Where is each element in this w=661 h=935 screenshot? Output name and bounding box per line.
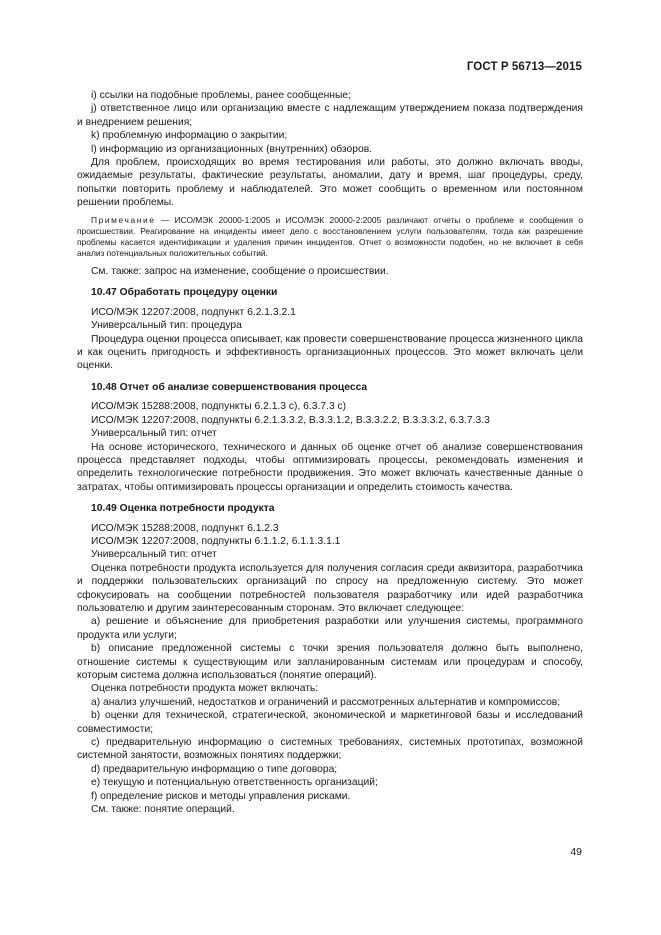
see-also: См. также: понятие операций. <box>91 804 235 816</box>
page-number: 49 <box>570 846 582 858</box>
list-item: a) анализ улучшений, недостатков и ограничений и рассмотренных альтернатив и компромиссов; <box>91 696 561 708</box>
universal-type: Универсальный тип: процедура <box>91 320 242 332</box>
universal-type: Универсальный тип: отчет <box>91 549 217 561</box>
list-item: k) проблемную информацию о закрытии; <box>91 130 288 142</box>
paragraph: Оценка потребности продукта может включать: <box>91 683 319 695</box>
page-content <box>77 89 583 816</box>
reference: ИСО/МЭК 15288:2008, подпункты 6.2.1.3 c), 6.3.7.3 c) <box>91 401 347 413</box>
universal-type: Универсальный тип: отчет <box>91 428 217 440</box>
list-item: a) решение и объяснение для приобретения разработки или улучшения системы, программного продукта или услуги; <box>77 616 583 641</box>
list-item: b) описание предложенной системы с точки зрения пользователя должно быть выполнено, отношение системы к существующим или запланированным системам или процедурам и способу, которым система должна использоваться (понятие операций). <box>77 643 583 681</box>
list-item: f) определение рисков и методы управления рисками. <box>91 790 351 802</box>
list-item: j) ответственное лицо или организацию вместе с надлежащим утверждением показа подтверждения и внедрением решения; <box>77 103 583 128</box>
document-id-header: ГОСТ Р 56713—2015 <box>466 61 582 73</box>
section-heading-10-49: 10.49 Оценка потребности продукта <box>91 503 275 515</box>
see-also: См. также: запрос на изменение, сообщение о происшествии. <box>91 266 389 278</box>
list-item: c) предварительную информацию о системных требованиях, системных прототипах, возможной системной занятости, возможных понятиях поддержки; <box>77 737 583 762</box>
section-heading-10-48: 10.48 Отчет об анализе совершенствования процесса <box>91 381 368 393</box>
paragraph: На основе исторического, технического и данных об оценке отчет об анализе совершенствования процесса представляет подходы, чтобы оптимизировать процессы, рекомендовать изменения и определить технологические потребности продвижения. Это может включать качественные данные о затратах, чтобы оптимизировать процессы организации и определить стоимость качества. <box>77 441 583 493</box>
reference: ИСО/МЭК 12207:2008, подпункт 6.2.1.3.2.1 <box>91 306 296 318</box>
paragraph: Для проблем, происходящих во время тестирования или работы, это должно включать вводы, ожидаемые результаты, фактические результаты, аномалии, дату и время, шаг процедуры, среду, попытки повторить проблему и наблюдателей. Это может сообщить о временном или постоянном решении проблемы. <box>77 157 583 209</box>
note-label: Примечание <box>91 214 156 225</box>
list-item: l) информацию из организационных (внутренних) обзоров. <box>91 143 373 155</box>
paragraph: Процедура оценки процесса описывает, как провести совершенствование процесса жизненного цикла и как оценить пригодность и эффективность организационных процессов. Это может включать цели оценки. <box>77 333 583 372</box>
reference: ИСО/МЭК 12207:2008, подпункты 6.1.1.2, 6.1.1.3.1.1 <box>91 535 341 547</box>
note <box>77 215 583 259</box>
reference: ИСО/МЭК 15288:2008, подпункт 6.1.2.3 <box>91 522 279 534</box>
paragraph: Оценка потребности продукта используется для получения согласия среди аквизитора, разработчика и поддержки пользовательских организаций по спросу на предложенную систему. Это может сфокусировать на сообщении потребностей пользователя разработчику или идей разработчика пользователю и другим заинтересованным сторонам. Это включает следующее: <box>77 562 583 614</box>
list-item: b) оценки для технической, стратегической, экономической и маркетинговой базы и исследований совместимости; <box>77 710 583 735</box>
list-item: d) предварительную информацию о типе договора; <box>91 763 338 775</box>
list-item: i) ссылки на подобные проблемы, ранее сообщенные; <box>91 90 351 101</box>
section-heading-10-47: 10.47 Обработать процедуру оценки <box>91 287 278 299</box>
list-item: e) текущую и потенциальную ответственность организаций; <box>91 777 378 789</box>
reference: ИСО/МЭК 12207:2008, подпункты 6.2.1.3.3.2, B.3.3.1.2, B.3.3.2.2, B.3.3.3.2, 6.3.7.3.3 <box>91 414 490 426</box>
note-text: — ИСО/МЭК 20000-1:2005 и ИСО/МЭК 20000-2:2005 различают отчеты о проблеме и сообщения о происшествии. Реагирование на инциденты имеет дело с восстановлением услуги пользователям, тогда как разрешение проблемы касается идентификации и удаления причин инцидентов. Отчет о возможности подобен, но не включает в себя анализ потенциальных положительных событий. <box>77 214 583 258</box>
